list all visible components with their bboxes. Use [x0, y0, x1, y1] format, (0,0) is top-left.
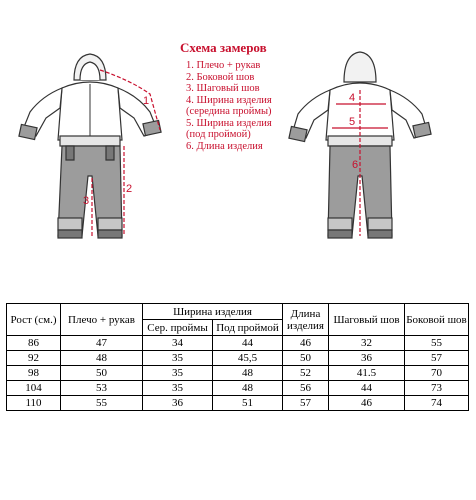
cell-rost: 86: [7, 336, 61, 351]
legend-item: (под проймой): [186, 129, 251, 140]
cell-pod-proimoi: 45,5: [213, 351, 283, 366]
cell-shagovy: 32: [329, 336, 405, 351]
legend-list: [180, 60, 272, 152]
cell-dlina: 46: [283, 336, 329, 351]
measurement-legend: [180, 40, 272, 152]
cell-dlina: 56: [283, 381, 329, 396]
legend-title: Схема замеров: [180, 40, 267, 55]
header-pod-proimoi: Под проймой: [213, 320, 283, 336]
header-rost: Рост (см.): [7, 304, 61, 336]
header-shirina: Ширина изделия: [143, 304, 283, 320]
marker-2: 2: [126, 183, 133, 195]
legend-item: 2. Боковой шов: [186, 71, 255, 83]
cell-ser-proimy: 35: [143, 351, 213, 366]
cell-dlina: 50: [283, 351, 329, 366]
cell-plecho: 48: [61, 351, 143, 366]
header-dlina: Длина изделия: [283, 304, 329, 336]
cell-pod-proimoi: 51: [213, 396, 283, 411]
cell-bokovoy: 73: [405, 381, 469, 396]
legend-item: 3. Шаговый шов: [186, 83, 260, 94]
size-table: [6, 303, 469, 411]
legend-item: 6. Длина изделия: [186, 140, 263, 152]
table-row: [7, 396, 469, 411]
table-row: [7, 381, 469, 396]
legend-item: 1. Плечо + рукав: [186, 60, 261, 71]
marker-4: 4: [349, 92, 356, 104]
cell-dlina: 57: [283, 396, 329, 411]
cell-plecho: 47: [61, 336, 143, 351]
cell-pod-proimoi: 48: [213, 366, 283, 381]
cell-rost: 110: [7, 396, 61, 411]
marker-1: 1: [143, 95, 150, 107]
cell-bokovoy: 57: [405, 351, 469, 366]
header-plecho-rukav: Плечо + рукав: [61, 304, 143, 336]
table-row: [7, 336, 469, 351]
table-row: [7, 351, 469, 366]
cell-shagovy: 44: [329, 381, 405, 396]
cell-bokovoy: 74: [405, 396, 469, 411]
table-row: [7, 366, 469, 381]
front-view-garment: [19, 54, 161, 238]
legend-item: 5. Ширина изделия: [186, 117, 272, 129]
cell-shagovy: 46: [329, 396, 405, 411]
cell-ser-proimy: 34: [143, 336, 213, 351]
header-bokovoy-shov: Боковой шов: [405, 304, 469, 336]
legend-item: 4. Ширина изделия: [186, 94, 272, 106]
cell-ser-proimy: 35: [143, 366, 213, 381]
cell-shagovy: 36: [329, 351, 405, 366]
marker-5: 5: [349, 116, 356, 128]
marker-6: 6: [352, 159, 359, 171]
cell-plecho: 55: [61, 396, 143, 411]
cell-pod-proimoi: 44: [213, 336, 283, 351]
cell-rost: 104: [7, 381, 61, 396]
legend-item: (середина проймы): [186, 106, 272, 117]
cell-ser-proimy: 35: [143, 381, 213, 396]
header-shagovy-shov: Шаговый шов: [329, 304, 405, 336]
cell-bokovoy: 55: [405, 336, 469, 351]
cell-rost: 98: [7, 366, 61, 381]
cell-plecho: 50: [61, 366, 143, 381]
cell-dlina: 52: [283, 366, 329, 381]
marker-3: 3: [83, 195, 90, 207]
cell-plecho: 53: [61, 381, 143, 396]
cell-ser-proimy: 36: [143, 396, 213, 411]
cell-pod-proimoi: 48: [213, 381, 283, 396]
header-ser-proimy: Сер. проймы: [143, 320, 213, 336]
cell-bokovoy: 70: [405, 366, 469, 381]
cell-shagovy: 41.5: [329, 366, 405, 381]
cell-rost: 92: [7, 351, 61, 366]
